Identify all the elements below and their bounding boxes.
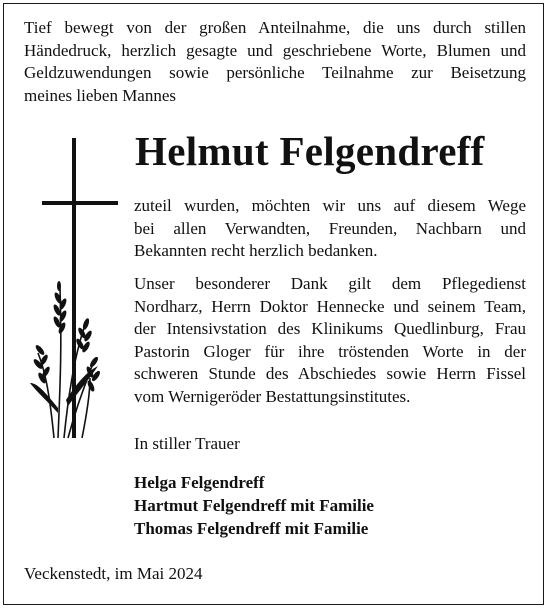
- special-line: Nordharz, Herrn Doktor Hennecke und seinem Team,: [134, 296, 526, 316]
- intro-text: [24, 17, 526, 107]
- special-line: vom Wernigeröder Bestattungsinstitutes.: [134, 386, 411, 406]
- special-line: Pastorin Gloger für ihre tröstenden Worte in der: [134, 341, 526, 361]
- mourner-name: Hartmut Felgendreff mit Familie: [134, 496, 374, 515]
- mourner-list: [134, 471, 374, 540]
- mourning-phrase: In stiller Trauer: [134, 434, 240, 453]
- special-line: Unser besonderer Dank gilt dem Pflegedienst: [134, 274, 526, 293]
- thanks-line: Bekannten recht herzlich bedanken.: [134, 241, 378, 260]
- place-date: Veckenstedt, im Mai 2024: [24, 564, 203, 583]
- intro-line: Tief bewegt von der großen Anteilnahme, die uns durch stillen: [24, 18, 526, 37]
- intro-line: meines lieben Mannes: [24, 85, 177, 105]
- intro-line: Geldzuwendungen sowie persönliche Teilnahme zur Beisetzung: [24, 63, 526, 82]
- thanks-text: [134, 195, 526, 263]
- special-line: der Intensivstation des Klinikums Quedlinburg, Frau: [134, 319, 526, 338]
- cross-icon: [28, 138, 128, 440]
- deceased-name: Helmut Felgendreff: [135, 128, 485, 174]
- special-line: schweren Stunde des Abschiedes sowie Herrn Fissel: [134, 364, 526, 383]
- intro-line: Händedruck, herzlich gesagte und geschriebene Worte, Blumen und: [24, 40, 526, 60]
- thanks-line: bei allen Verwandten, Freunden, Nachbarn und: [134, 218, 526, 238]
- mourner-name: Thomas Felgendreff mit Familie: [134, 519, 369, 538]
- thanks-line: zuteil wurden, möchten wir uns auf diesem Wege: [134, 196, 526, 215]
- special-thanks-text: [134, 273, 526, 408]
- mourner-name: Helga Felgendreff: [134, 473, 265, 492]
